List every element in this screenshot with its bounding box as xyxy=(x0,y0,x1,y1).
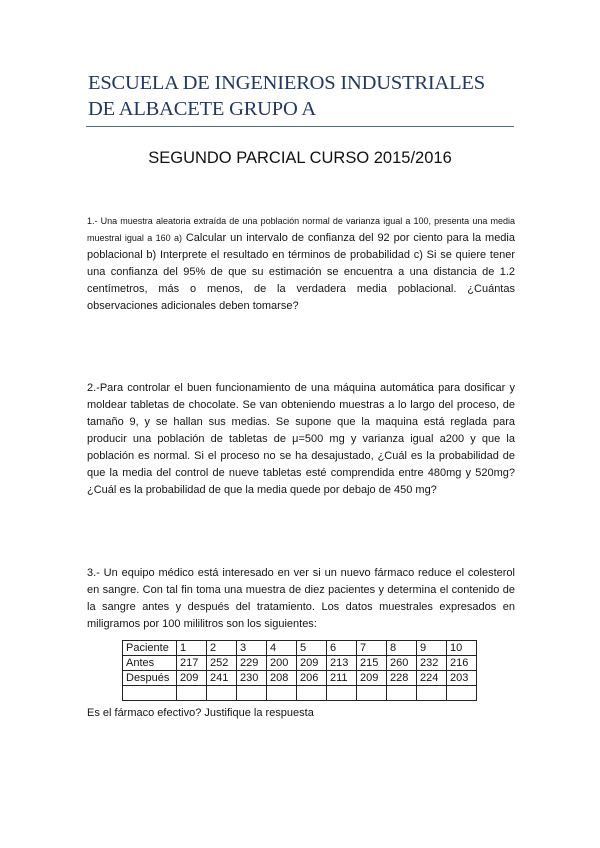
table-cell xyxy=(417,686,447,701)
table-cell xyxy=(357,686,387,701)
table-cell: 2 xyxy=(207,641,237,656)
table-cell: 216 xyxy=(447,656,477,671)
table-cell: 224 xyxy=(417,671,447,686)
table-cell: 209 xyxy=(297,656,327,671)
cholesterol-data-table xyxy=(122,640,477,701)
exam-title: SEGUNDO PARCIAL CURSO 2015/2016 xyxy=(148,149,452,167)
table-cell xyxy=(297,686,327,701)
table-cell: 230 xyxy=(237,671,267,686)
table-cell: 213 xyxy=(327,656,357,671)
table-cell: 260 xyxy=(387,656,417,671)
table-cell xyxy=(207,686,237,701)
table-cell xyxy=(177,686,207,701)
table-row-label xyxy=(123,686,177,701)
school-title-line-2: DE ALBACETE GRUPO A xyxy=(88,98,316,120)
table-cell: 209 xyxy=(177,671,207,686)
table-row-after xyxy=(123,671,477,686)
table-row-label: Paciente xyxy=(123,641,177,656)
question-1-text: Calcular un intervalo de confianza del 92 por ciento para la media poblacional b) Interprete el resultado en términos de probabilidad c) Si se quiere tener una confianza del 95% de que su estimación se encuentra a una distancia de 1.2 centímetros, más o menos, de la verdadera media poblacional. ¿Cuántas observaciones adicionales deben tomarse? xyxy=(87,232,515,312)
table-cell xyxy=(267,686,297,701)
table-cell: 5 xyxy=(297,641,327,656)
table-cell xyxy=(327,686,357,701)
table-cell: 1 xyxy=(177,641,207,656)
table-cell xyxy=(447,686,477,701)
question-3: 3.- Un equipo médico está interesado en ver si un nuevo fármaco reduce el colesterol en sangre. Con tal fin toma una muestra de diez pacientes y determina el contenido de la sangre antes y después del tratamiento. Los datos muestrales expresados en miligramos por 100 mililitros son los siguientes: xyxy=(87,567,515,630)
table-cell: 211 xyxy=(327,671,357,686)
school-title xyxy=(88,70,518,122)
table-row-label: Después xyxy=(123,671,177,686)
table-row-empty xyxy=(123,686,477,701)
table-cell xyxy=(237,686,267,701)
question-3-conclusion: Es el fármaco efectivo? Justifique la respuesta xyxy=(87,707,314,719)
table-cell: 10 xyxy=(447,641,477,656)
table-row-label: Antes xyxy=(123,656,177,671)
table-cell: 215 xyxy=(357,656,387,671)
table-cell: 3 xyxy=(237,641,267,656)
table-cell: 232 xyxy=(417,656,447,671)
question-2: 2.-Para controlar el buen funcionamiento de una máquina automática para dosificar y moldear tabletas de chocolate. Se van obteniendo muestras a lo largo del proceso, de tamaño 9, y se hallan sus medias. Se supone que la maquina está reglada para producir una población de tabletas de μ=500 mg y varianza igual a200 y que la población es normal. Si el proceso no se ha desajustado, ¿Cuál es la probabilidad de que la media del control de nueve tabletas esté comprendida entre 480mg y 520mg? ¿Cuál es la probabilidad de que la media quede por debajo de 450 mg? xyxy=(87,382,515,496)
table-cell: 206 xyxy=(297,671,327,686)
table-cell: 228 xyxy=(387,671,417,686)
table-cell: 208 xyxy=(267,671,297,686)
school-title-line-1: ESCUELA DE INGENIEROS INDUSTRIALES xyxy=(88,72,485,94)
table-row-patient xyxy=(123,641,477,656)
question-1-intro: 1.- Una muestra aleatoria extraída de una población normal de varianza igual a 100, presenta una media muestral igual a 160 a) xyxy=(87,216,515,243)
table-cell: 200 xyxy=(267,656,297,671)
table-cell: 209 xyxy=(357,671,387,686)
table-cell: 7 xyxy=(357,641,387,656)
table-cell xyxy=(387,686,417,701)
table-cell: 252 xyxy=(207,656,237,671)
table-cell: 241 xyxy=(207,671,237,686)
question-1 xyxy=(87,213,515,315)
table-cell: 217 xyxy=(177,656,207,671)
table-cell: 4 xyxy=(267,641,297,656)
title-divider xyxy=(86,126,514,127)
table-row-before xyxy=(123,656,477,671)
table-cell: 203 xyxy=(447,671,477,686)
table-cell: 229 xyxy=(237,656,267,671)
table-cell: 9 xyxy=(417,641,447,656)
table-cell: 8 xyxy=(387,641,417,656)
table-cell: 6 xyxy=(327,641,357,656)
